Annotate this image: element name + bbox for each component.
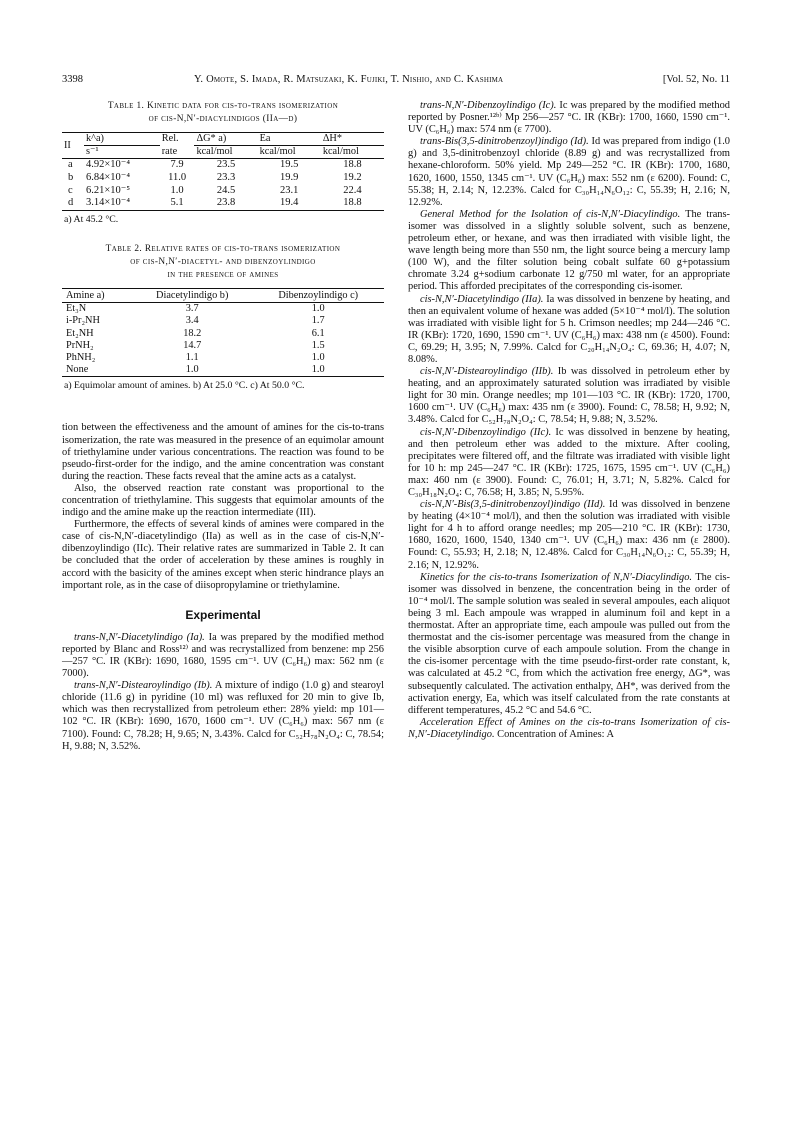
paragraph: cis-N,N′-Diacetylindigo (IIa). Ia was dissolved in benzene by heating, and then an equivalent volume of hexane was added (5×10⁻⁴ mol/l). The solution was irradiated with visible light for 5 h. Crimson needles; mp 244—246 °C. IR (KBr): 1720, 1690, 1590 cm⁻¹. UV (C₆H₆) max: 438 nm (ε 4500). Found: C, 69.29; H, 3.95; N, 7.99%. Calcd for C₂₀H₁₄N₂O₄: C, 69.36; H, 4.07; N, 8.08%. xyxy=(408,293,730,365)
table-row: d 3.14×10⁻⁴ 5.1 23.8 19.4 18.8 xyxy=(68,197,362,209)
table-row: Et₃N 3.7 1.0 xyxy=(66,303,325,315)
compound-title: trans-Bis(3,5-dinitrobenzoyl)indigo (Id). xyxy=(420,136,589,148)
table2-caption: Table 2. Relative rates of cis-to-trans isomerization of cis-N,N′-diacetyl- and dibenzoylindigo in the presence of amines xyxy=(105,244,341,281)
table1-col-dh: ΔH* xyxy=(321,133,384,146)
table-row: a 4.92×10⁻⁴ 7.9 23.5 19.5 18.8 xyxy=(68,159,362,170)
paragraph: trans-Bis(3,5-dinitrobenzoyl)indigo (Id). Id was prepared from indigo (1.0 g) and 3,5-dinitrobenzoyl chloride (8.89 g) and was recrystallized from hexane-chloroform. 50% yield. Mp 249—252 °C. IR (KBr): 1700, 1680, 1620, 1600, 1550, 1345 cm⁻¹. UV (C₆H₆) max: 552 nm (ε 6200). Found: C, 55.38; H, 2.14; N, 12.23%. Calcd for C₃₀H₁₄N₆O₁₂: C, 55.39; H, 2.16; N, 12.92%. xyxy=(408,136,730,208)
table-row: i-Pr₂NH 3.4 1.7 xyxy=(66,315,325,327)
left-column xyxy=(62,100,384,753)
table-row: None 1.0 1.0 xyxy=(66,364,325,376)
table1-col-k: k^a) xyxy=(84,133,160,146)
table-row: c 6.21×10⁻⁵ 1.0 24.5 23.1 22.4 xyxy=(68,184,362,196)
table1-col-ea: Ea xyxy=(258,133,321,146)
table1-col-dg: ΔG* a) xyxy=(194,133,257,146)
right-column xyxy=(408,100,730,741)
table1-col-id: II xyxy=(62,133,84,159)
table2-relative-rates xyxy=(62,288,384,377)
discussion-text xyxy=(62,422,384,591)
table1-caption: Table 1. Kinetic data for cis-to-trans isomerization of cis-N,N′-diacylindigos (IIa—d) xyxy=(107,101,339,124)
table1-kinetic-data xyxy=(62,132,384,211)
paragraph: trans-N,N′-Diacetylindigo (Ia). Ia was prepared by the modified method reported by Blanc and Ross¹²⁾ and was recrystallized from benzene: mp 256—257 °C. IR (KBr): 1690, 1680, 1595 cm⁻¹. UV (C₆H₆) max: 562 nm (ε 7000). xyxy=(62,631,384,680)
section-title: Kinetics for the cis-to-trans Isomerization of N,N′-Diacylindigo. xyxy=(420,571,693,583)
compound-title: trans-N,N′-Diacetylindigo (Ia). xyxy=(74,631,205,643)
paragraph: cis-N,N′-Bis(3,5-dinitrobenzoyl)indigo (IId). Id was dissolved in benzene by heating (4×10⁻⁴ mol/l), and then the solution was irradiated with visible light for 4 h to afford orange needles; mp 205—210 °C. IR (KBr): 1730, 1680, 1620, 1600, 1540, 1340 cm⁻¹. UV (C₆H₆) max: 436 nm (ε 2800). Found: C, 55.93; H, 2.18; N, 12.48%. Calcd for C₃₀H₁₄N₆O₁₂: C, 55.39; H, 2.16; N, 12.92%. xyxy=(408,499,730,571)
table-row: PrNH₂ 14.7 1.5 xyxy=(66,339,325,351)
paragraph: trans-N,N′-Dibenzoylindigo (Ic). Ic was prepared by the modified method reported by Posner.¹²ᵇ⁾ Mp 256—257 °C. IR (KBr): 1700, 1660, 1590 cm⁻¹. UV (C₆H₆) max: 574 nm (ε 7700). xyxy=(408,100,730,136)
page-number: 3398 xyxy=(62,74,83,85)
table1-unit-k: s⁻¹ xyxy=(84,146,160,159)
section-title: General Method for the Isolation of cis-N,N′-Diacylindigo. xyxy=(420,208,681,220)
paragraph: tion between the effectiveness and the amount of amines for the cis-to-trans isomerization, the rate was measured in the presence of an equimolar amount of triethylamine under various concentrations. The reaction was found to be pseudo-first-order for the indigo, and the amine concentration was constant during the reaction. These facts reveal that the amine acts as a catalyst. xyxy=(62,422,384,482)
table2-col-diacetyl: Diacetylindigo b) xyxy=(132,289,252,303)
paragraph: Furthermore, the effects of several kinds of amines were compared in the case of cis-N,N′-diacetylindigo (IIa) as well as in the case of cis-N,N′-dibenzoylindigo (IIc). Their relative rates are summarized in Table 2. It can be concluded that the order of acceleration by these amines is roughly in accord with the basicity of the amines except when steric hindrance plays an important role, as in the case of diisopropylamine or triethylamine. xyxy=(62,519,384,591)
journal-volume: [Vol. 52, No. 11 xyxy=(662,74,730,85)
table1-unit-dg: kcal/mol xyxy=(194,146,257,159)
table-row: Et₂NH 18.2 6.1 xyxy=(66,327,325,339)
table1-footnote: a) At 45.2 °C. xyxy=(64,214,119,226)
paragraph: cis-N,N′-Dibenzoylindigo (IIc). Ic was dissolved in benzene by heating, and then petroleum ether was added to the mixture. After cooling, precipitates were filtered off, and the filtrate was irradiated with visible light for 10 h: mp 245—247 °C. IR (KBr): 1725, 1675, 1595 cm⁻¹. UV (C₆H₆) max: 460 nm (ε 3900). Found: C, 76.01; H, 3.71; N, 5.82%. Calcd for C₃₀H₁₈N₂O₄: C, 76.58; H, 3.85; N, 5.95%. xyxy=(408,426,730,498)
compound-title: cis-N,N′-Distearoylindigo (IIb). xyxy=(420,366,554,378)
paragraph: cis-N,N′-Distearoylindigo (IIb). Ib was dissolved in petroleum ether by heating, and an approximately saturated solution was irradiated by visible light for 30 min. Orange needles; mp 101—103 °C. IR (KBr): 1720, 1700, 1600 cm⁻¹. UV (C₆H₆) max: 435 nm (ε 3900). Found: C, 78.58; H, 9.92; N, 3.48%. Calcd for C₅₂H₇₈N₂O₄: C, 78.54; H, 9.88; N, 3.52%. xyxy=(408,366,730,426)
compound-title: cis-N,N′-Diacetylindigo (IIa). xyxy=(420,293,544,305)
paragraph: trans-N,N′-Distearoylindigo (Ib). A mixture of indigo (1.0 g) and stearoyl chloride (11.6 g) in pyridine (10 ml) was refluxed for 20 min to give Ib, which was then recrystallized from petroleum ether: 28% yield: mp 101—102 °C. IR (KBr): 1690, 1670, 1600 cm⁻¹. UV (C₆H₆) max: 567 nm (ε 7100). Found: C, 78.28; H, 9.65; N, 3.43%. Calcd for C₅₂H₇₈N₂O₄: C, 78.54; H, 9.88; N, 3.52%. xyxy=(62,680,384,752)
section-title: Acceleration Effect of Amines on the cis-to-trans Isomerization of cis-N,N′-Diacetylindigo. xyxy=(408,716,730,740)
compound-title: trans-N,N′-Distearoylindigo (Ib). xyxy=(74,680,213,692)
table1-unit-ea: kcal/mol xyxy=(258,146,321,159)
table2-col-dibenzoyl: Dibenzoylindigo c) xyxy=(252,289,384,303)
paragraph: Acceleration Effect of Amines on the cis-to-trans Isomerization of cis-N,N′-Diacetylindigo. Concentration of Amines: A xyxy=(408,716,730,740)
compound-title: cis-N,N′-Bis(3,5-dinitrobenzoyl)indigo (IId). xyxy=(420,499,606,511)
running-authors: Y. Omote, S. Imada, R. Matsuzaki, K. Fujiki, T. Nishio, and C. Kashima xyxy=(194,74,504,85)
table1-col-rel: Rel. xyxy=(161,133,179,145)
paragraph: Kinetics for the cis-to-trans Isomerization of N,N′-Diacylindigo. The cis-isomer was dissolved in benzene, the concentration being in the order of 10⁻⁴ mol/l. The sample solution was sealed in several ampoules, each aliquot being 3 ml. Each ampoule was wrapped in aluminum foil and kept in a thermostat. After an appropriate time, each ampoule was pulled out from the thermostat and the cis-isomer percentage was measured from the change in the visible absorption curve of each ampoule solution. From the change in the cis-isomer percentage with the time pseudo-first-order rate constant, k, was calculated at 45.2 °C, from which the activation free energy, ΔG*, was subsequently calculated. The activation enthalpy, ΔH*, was derived from the activation energy, Ea, which was itself calculated from the rate constants at different temperatures, 45.2 °C and 54.6 °C. xyxy=(408,571,730,716)
table-row: PhNH₂ 1.1 1.0 xyxy=(66,352,325,363)
table-row: b 6.84×10⁻⁴ 11.0 23.3 19.9 19.2 xyxy=(68,171,362,183)
compound-title: trans-N,N′-Dibenzoylindigo (Ic). xyxy=(420,100,557,111)
table1-unit-rel: rate xyxy=(160,146,195,159)
table2-footnote: a) Equimolar amount of amines. b) At 25.0 °C. c) At 50.0 °C. xyxy=(64,380,305,392)
paragraph: Also, the observed reaction rate constant was proportional to the concentration of triethylamine. This suggests that equimolar amounts of the indigo and the amine make up the reaction intermediate (III). xyxy=(62,482,384,519)
compound-title: cis-N,N′-Dibenzoylindigo (IIc). xyxy=(420,426,552,438)
experimental-heading: Experimental xyxy=(185,607,261,622)
paragraph: General Method for the Isolation of cis-N,N′-Diacylindigo. The trans-isomer was dissolved in a slightly soluble solvent, such as benzene, petroleum ether, or hexane, and was then irradiated with visible light, the wave length being more than 550 nm, the light source being a mercury lamp (100 W), and the filter solution being cobalt sulfate 60 g+potassium chromate 3.24 g+sodium carbonate 12 g/750 ml water, for an appropriate period. This afforded precipitates of the corresponding cis-isomer. xyxy=(408,208,730,293)
table2-col-amine: Amine a) xyxy=(62,289,132,303)
table1-unit-dh: kcal/mol xyxy=(321,146,384,159)
